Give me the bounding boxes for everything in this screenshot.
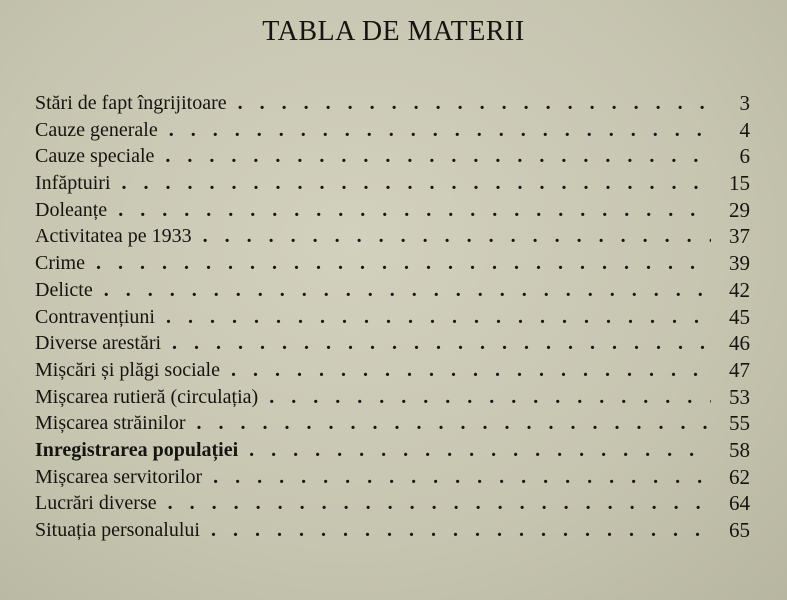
toc-entry-page: 64 — [729, 491, 750, 516]
toc-entry — [35, 357, 750, 384]
toc-entry-label: Doleanțe . . . — [35, 197, 711, 223]
toc-entry-label: Crime . . . — [35, 250, 711, 276]
toc-entry-label: Mișcarea servitorilor . . . — [35, 464, 711, 490]
toc-entry — [35, 490, 750, 517]
toc-entry-label: Infăptuiri . . . — [35, 170, 711, 196]
toc-entry-label: Activitatea pe 1933 . . . — [35, 223, 711, 249]
toc-entry-page: 4 — [739, 117, 750, 142]
toc-entry — [35, 517, 750, 544]
toc-entry-page: 58 — [729, 437, 750, 462]
toc-entry-label: Cauze generale . . . — [35, 117, 711, 143]
toc-entry — [35, 143, 750, 170]
toc-entry — [35, 117, 750, 144]
toc-entry-label: Inregistrarea populației . . . — [35, 437, 711, 463]
toc-entry-page: 62 — [729, 464, 750, 489]
toc-entry-label: Delicte . . . — [35, 277, 711, 303]
toc-entry-page: 6 — [739, 144, 750, 169]
toc-entry-page: 53 — [729, 384, 750, 409]
toc-entry — [35, 410, 750, 437]
toc-entry-label: Lucrări diverse . . . — [35, 490, 711, 516]
toc-entry — [35, 197, 750, 224]
toc-entry-page: 65 — [729, 518, 750, 542]
toc-entry-label: Stări de fapt îngrijitoare . . . — [35, 90, 711, 116]
toc-entry-label: Situația personalului . . . — [35, 517, 711, 543]
toc-entry — [35, 464, 750, 491]
toc-entry — [35, 384, 750, 411]
toc-entry — [35, 170, 750, 197]
toc-entry-page: 46 — [729, 331, 750, 356]
toc-entry-page: 45 — [729, 304, 750, 329]
toc-entry-page: 29 — [729, 197, 750, 222]
toc-entry-page: 47 — [729, 357, 750, 382]
toc-entry-label: Mișcarea străinilor . . . — [35, 410, 711, 436]
toc-entry — [35, 90, 750, 117]
toc-entry — [35, 330, 750, 357]
toc-entry-label: Mișcarea rutieră (circulația) . . . — [35, 384, 711, 410]
toc-entry-page: 37 — [729, 224, 750, 249]
toc-entry — [35, 277, 750, 304]
toc-entry — [35, 437, 750, 464]
toc-entry — [35, 304, 750, 331]
toc-entry-label: Cauze speciale . . . — [35, 143, 711, 169]
toc-entry-page: 15 — [729, 171, 750, 196]
toc-entry-page: 39 — [729, 251, 750, 276]
toc-entry — [35, 223, 750, 250]
table-of-contents — [35, 90, 750, 544]
toc-entry-page: 42 — [729, 277, 750, 302]
toc-entry — [35, 250, 750, 277]
toc-entry-page: 55 — [729, 411, 750, 436]
page-title: TABLA DE MATERII — [262, 16, 525, 47]
toc-entry-label: Mișcări și plăgi sociale . . . — [35, 357, 711, 383]
toc-entry-label: Contravențiuni . . . — [35, 304, 711, 330]
toc-entry-label: Diverse arestări . . . — [35, 330, 711, 356]
toc-entry-page: 3 — [739, 91, 750, 115]
